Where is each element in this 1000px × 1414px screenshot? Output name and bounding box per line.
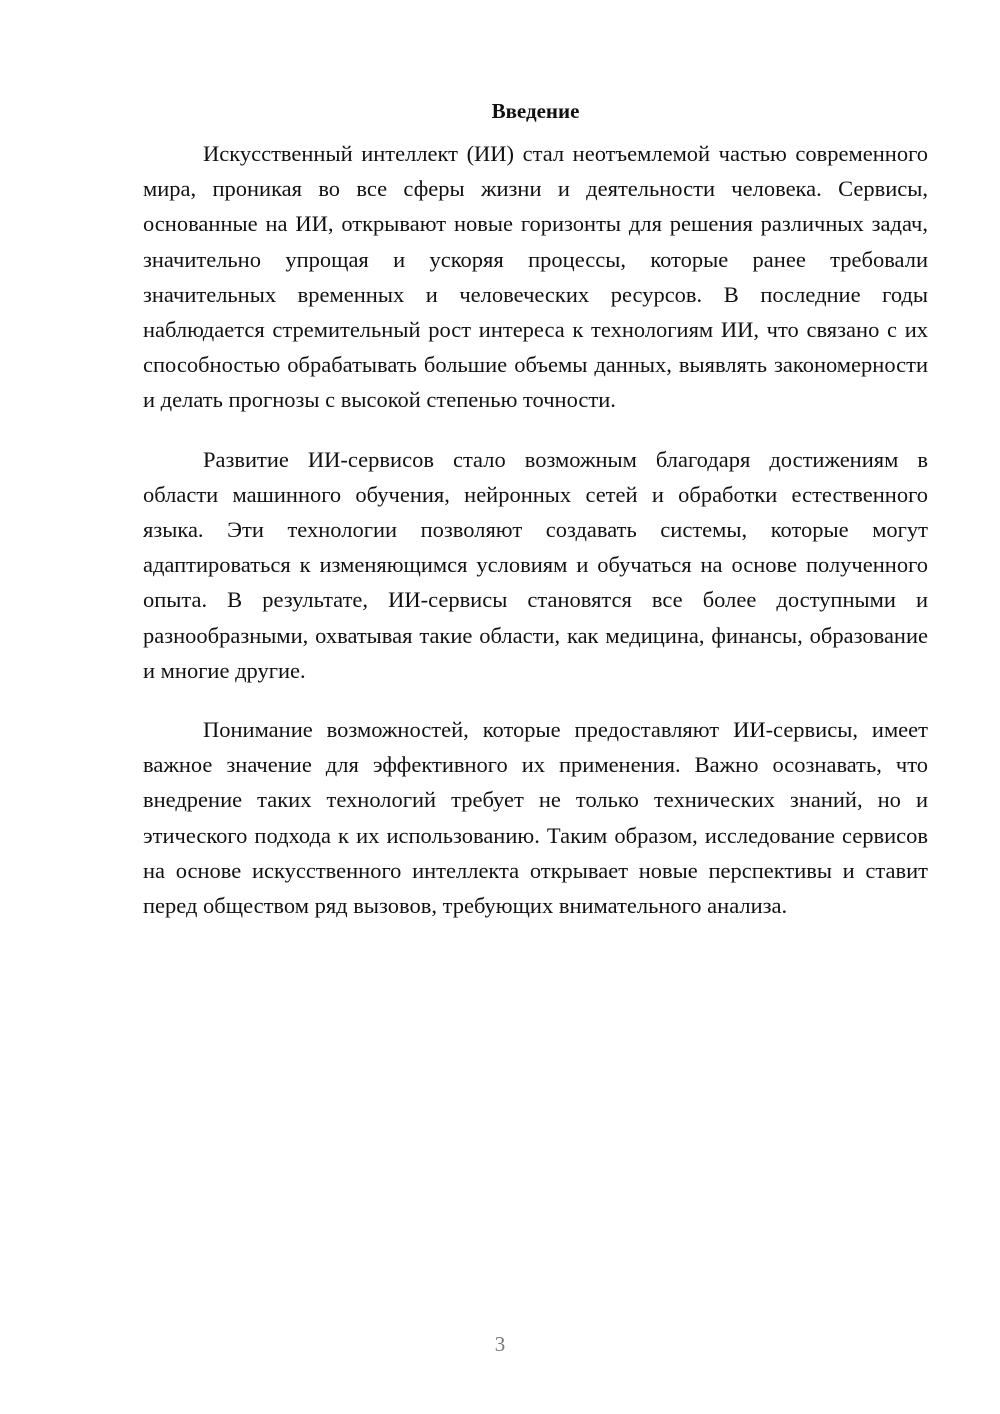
page-content [143,96,928,947]
paragraph-3: Понимание возможностей, которые предоставляют ИИ-сервисы, имеет важное значение для эффективного их применения. Важно осознавать, что внедрение таких технологий требует не только технических знаний, но и этического подхода к их использованию. Таким образом, исследование сервисов на основе искусственного интеллекта открывает новые перспективы и ставит перед обществом ряд вызовов, требующих внимательного анализа. [143,717,928,919]
paragraph-1: Искусственный интеллект (ИИ) стал неотъемлемой частью современного мира, проникая во все сферы жизни и деятельности человека. Сервисы, основанные на ИИ, открывают новые горизонты для решения различных задач, значительно упрощая и ускоряя процессы, которые ранее требовали значительных временных и человеческих ресурсов. В последние годы наблюдается стремительный рост интереса к технологиям ИИ, что связано с их способностью обрабатывать большие объемы данных, выявлять закономерности и делать прогнозы с высокой степенью точности. [143,141,928,413]
paragraph-2: Развитие ИИ-сервисов стало возможным благодаря достижениям в области машинного обучения, нейронных сетей и обработки естественного языка. Эти технологии позволяют создавать системы, которые могут адаптироваться к изменяющимся условиям и обучаться на основе полученного опыта. В результате, ИИ-сервисы становятся все более доступными и разнообразными, охватывая такие области, как медицина, финансы, образование и многие другие. [143,446,928,683]
section-title: Введение [491,99,580,123]
page-number: 3 [494,1332,506,1356]
